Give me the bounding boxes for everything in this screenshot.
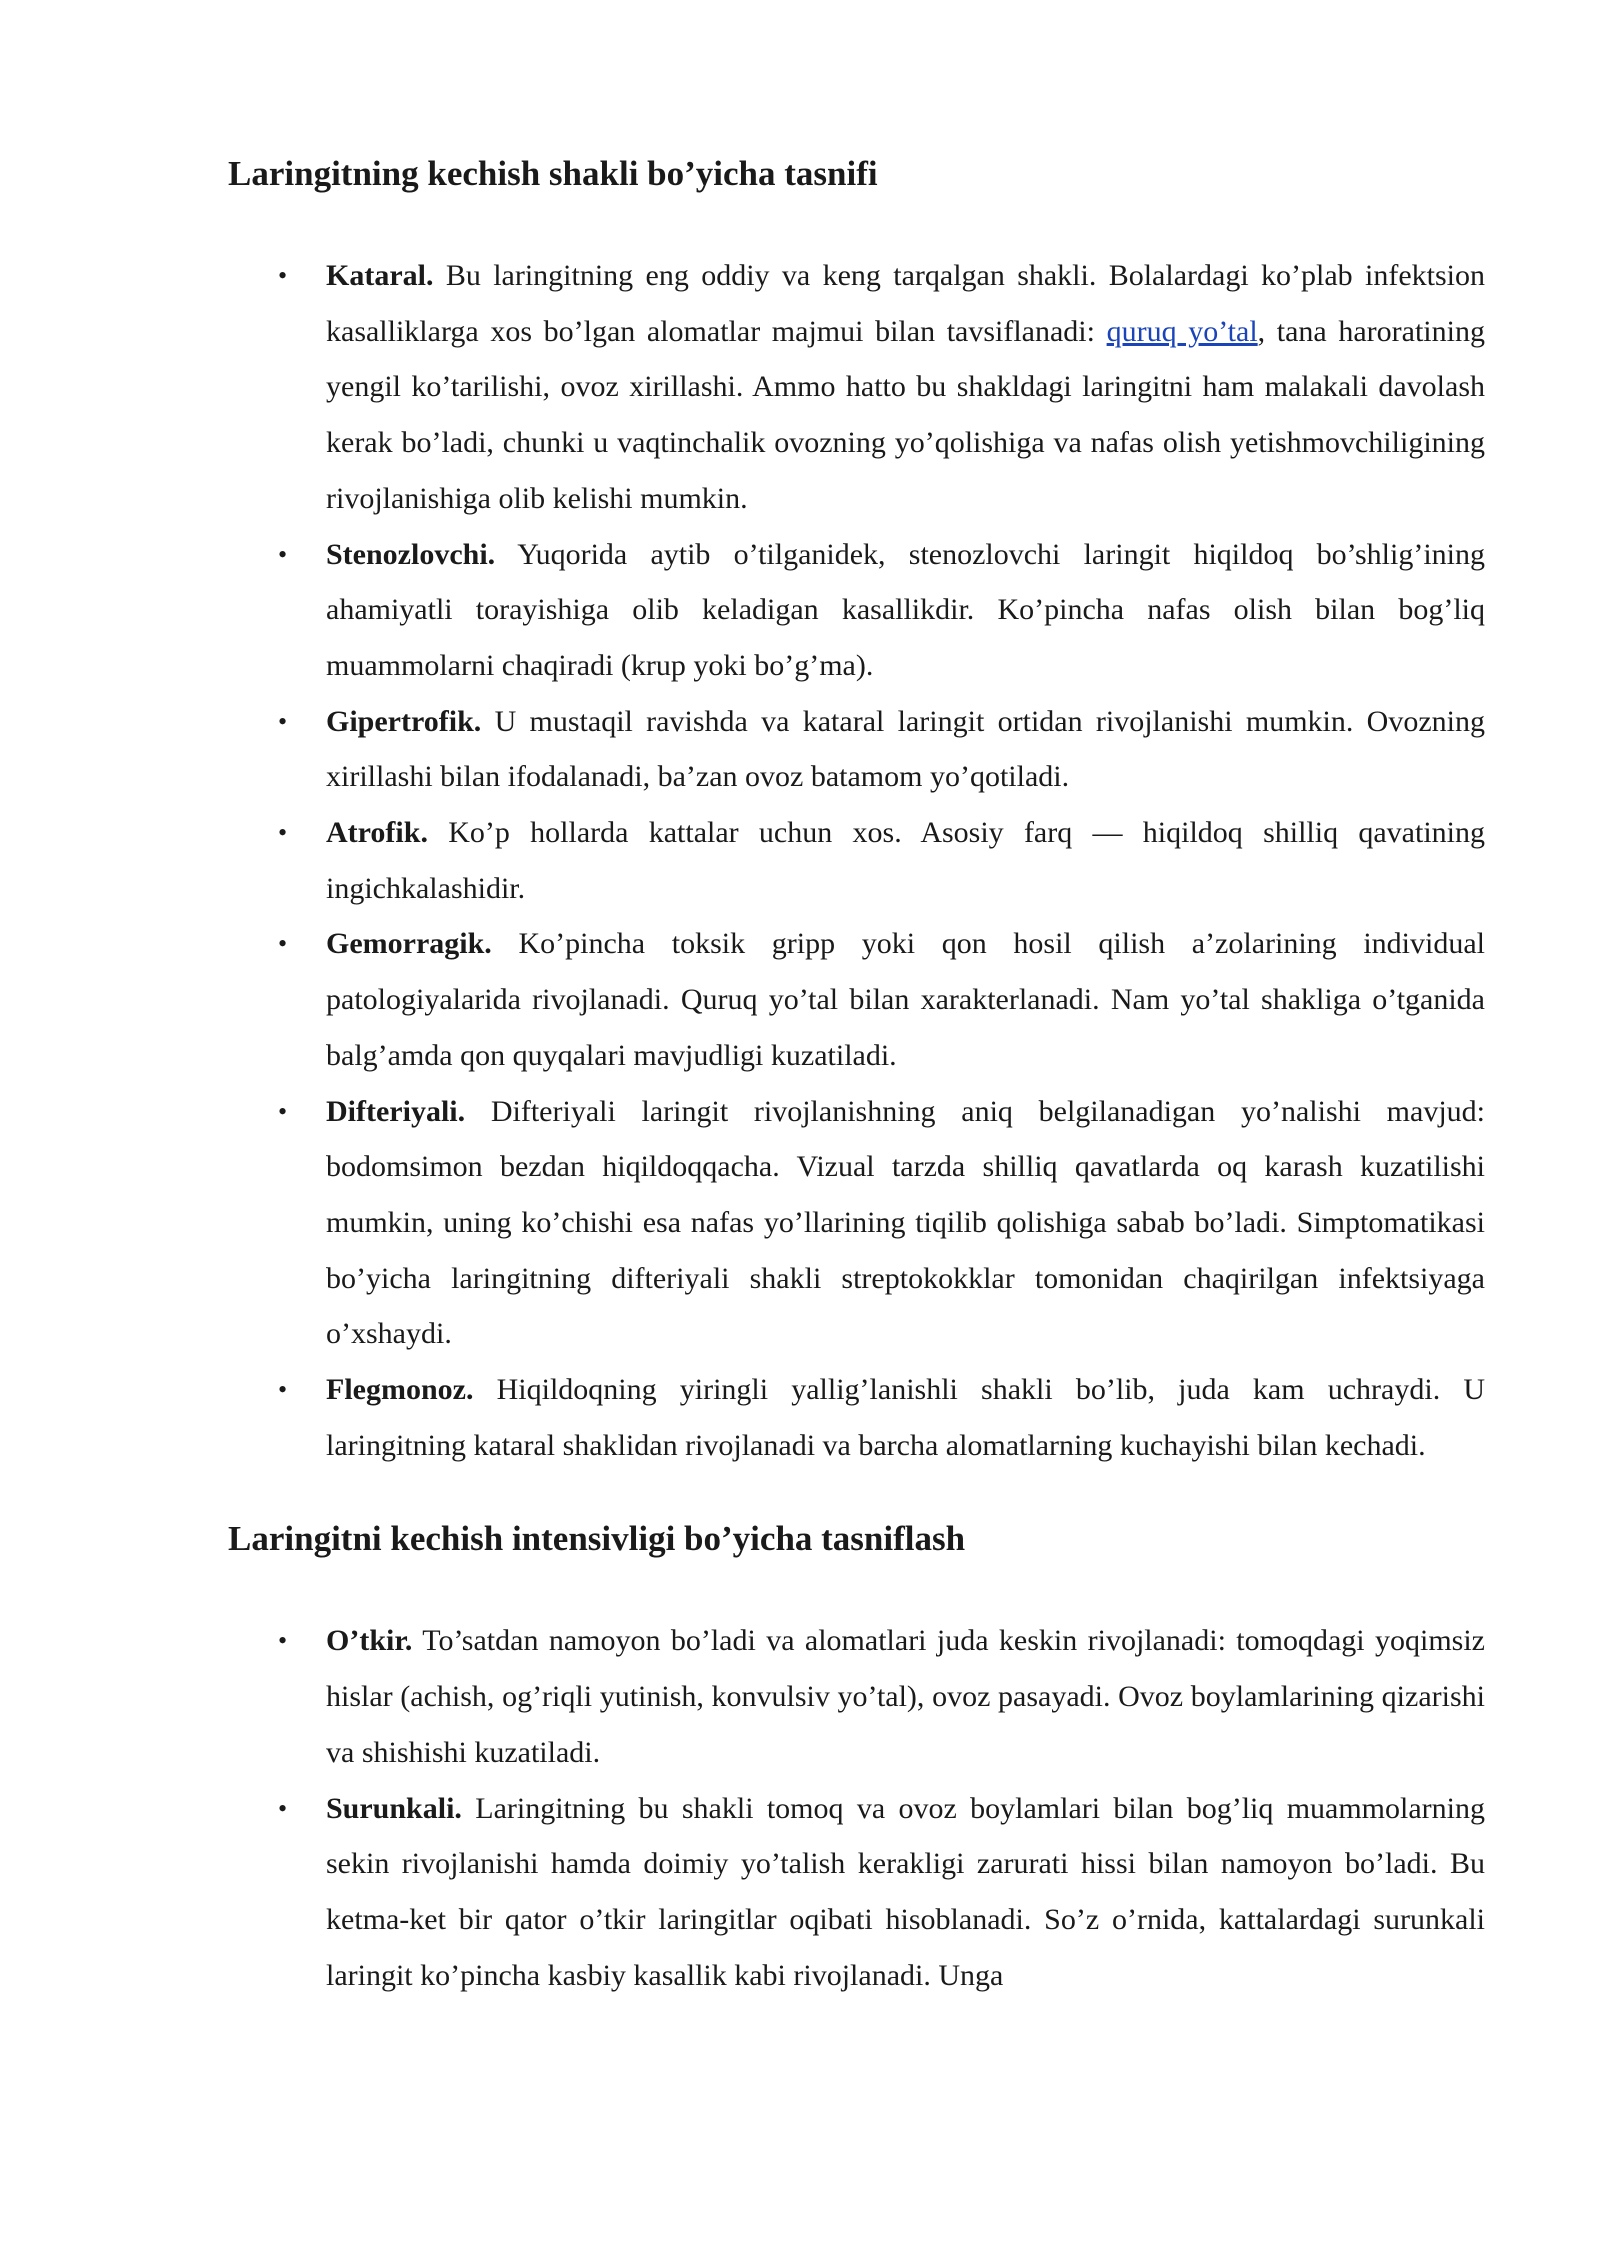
term-label: O’tkir. bbox=[326, 1624, 413, 1658]
list-item-gipertrofik bbox=[228, 694, 1485, 805]
item-text: , tana haroratining yengil ko’tarilishi, ovoz xirillashi. Ammo hatto bu shakldagi laringitni ham malakali davolash kerak bo’ladi, chunki u vaqtinchalik ovozning yo’qolishiga va nafas olish yetishmovchiligining rivojlanishiga olib kelishi mumkin. bbox=[326, 314, 1485, 515]
term-label: Atrofik. bbox=[326, 816, 428, 850]
section-heading-shape: Laringitning kechish shakli bo’yicha tasnifi bbox=[228, 154, 878, 193]
bullet-icon: • bbox=[278, 1096, 288, 1126]
term-label: Flegmonoz. bbox=[326, 1373, 474, 1407]
list-item-gemorragik bbox=[228, 916, 1485, 1083]
list-item-kataral bbox=[228, 248, 1485, 527]
item-text: Yuqorida aytib o’tilganidek, stenozlovchi laringit hiqildoq bo’shlig’ining ahamiyatli torayishiga olib keladigan kasallikdir. Ko’pincha nafas olish bilan bog’liq muammolarni chaqiradi (krup yoki bo’g’ma). bbox=[326, 537, 1485, 682]
dry-cough-link[interactable]: quruq yo’tal bbox=[1106, 314, 1258, 348]
item-text: Laringitning bu shakli tomoq va ovoz boylamlari bilan bog’liq muammolarning sekin rivojlanishi hamda doimiy yo’talish kerakligi zarurati hissi bilan namoyon bo’ladi. Bu ketma-ket bir qator o’tkir laringitlar oqibati hisoblanadi. So’z o’rnida, kattalardagi surunkali laringit ko’pincha kasbiy kasallik kabi rivojlanadi. Unga bbox=[326, 1791, 1485, 1992]
term-label: Gipertrofik. bbox=[326, 704, 482, 738]
bullet-icon: • bbox=[278, 1626, 288, 1656]
bullet-icon: • bbox=[278, 1793, 288, 1823]
section-heading-intensity: Laringitni kechish intensivligi bo’yicha tasniflash bbox=[228, 1519, 966, 1559]
item-text: Ko’p hollarda kattalar uchun xos. Asosiy farq — hiqildoq shilliq qavatining ingichkalashidir. bbox=[326, 816, 1485, 905]
list-item-difteriyali bbox=[228, 1084, 1485, 1363]
bullet-icon: • bbox=[278, 539, 288, 569]
bullet-icon: • bbox=[278, 706, 288, 736]
bullet-icon: • bbox=[278, 929, 288, 959]
item-text: Ko’pincha toksik gripp yoki qon hosil qilish a’zolarining individual patologiyalarida rivojlanadi. Quruq yo’tal bilan xarakterlanadi. Nam yo’tal shakliga o’tganida balg’amda qon quyqalari mavjudligi kuzatiladi. bbox=[326, 927, 1485, 1072]
shape-classification-list bbox=[228, 248, 1485, 1473]
list-item-otkir bbox=[228, 1613, 1485, 1780]
item-text: To’satdan namoyon bo’ladi va alomatlari juda keskin rivojlanadi: tomoqdagi yoqimsiz hislar (achish, og’riqli yutinish, konvulsiv yo’tal), ovoz pasayadi. Ovoz boylamlarining qizarishi va shishishi kuzatiladi. bbox=[326, 1624, 1485, 1769]
term-label: Surunkali. bbox=[326, 1791, 462, 1825]
bullet-icon: • bbox=[278, 818, 288, 848]
item-text: Bu laringitning eng oddiy va keng tarqalgan shakli. Bolalardagi ko’plab infektsion kasalliklarga xos bo’lgan alomatlar majmui bilan tavsiflanadi: bbox=[326, 259, 1485, 348]
term-label: Gemorragik. bbox=[326, 927, 492, 961]
list-item-flegmonoz bbox=[228, 1362, 1485, 1473]
item-text: U mustaqil ravishda va kataral laringit ortidan rivojlanishi mumkin. Ovozning xirillashi bilan ifodalanadi, ba’zan ovoz batamom yo’qotiladi. bbox=[326, 704, 1485, 794]
list-item-surunkali bbox=[228, 1781, 1485, 2004]
bullet-icon: • bbox=[278, 1375, 288, 1405]
list-item-stenozlovchi bbox=[228, 527, 1485, 694]
term-label: Kataral. bbox=[326, 259, 434, 292]
document-page bbox=[228, 150, 1485, 2003]
intensity-classification-list bbox=[228, 1613, 1485, 2003]
list-item-atrofik bbox=[228, 805, 1485, 916]
bullet-icon: • bbox=[278, 261, 288, 290]
term-label: Difteriyali. bbox=[326, 1094, 466, 1128]
item-text: Hiqildoqning yiringli yallig’lanishli shakli bo’lib, juda kam uchraydi. U laringitning kataral shaklidan rivojlanadi va barcha alomatlarning kuchayishi bilan kechadi. bbox=[326, 1373, 1485, 1462]
term-label: Stenozlovchi. bbox=[326, 537, 496, 571]
item-text: Difteriyali laringit rivojlanishning aniq belgilanadigan yo’nalishi mavjud: bodomsimon bezdan hiqildoqqacha. Vizual tarzda shilliq qavatlarda oq karash kuzatilishi mumkin, uning ko’chishi esa nafas yo’llarining tiqilib qolishiga sabab bo’ladi. Simptomatikasi bo’yicha laringitning difteriyali shakli streptokokklar tomonidan chaqirilgan infektsiyaga o’xshaydi. bbox=[326, 1094, 1485, 1351]
